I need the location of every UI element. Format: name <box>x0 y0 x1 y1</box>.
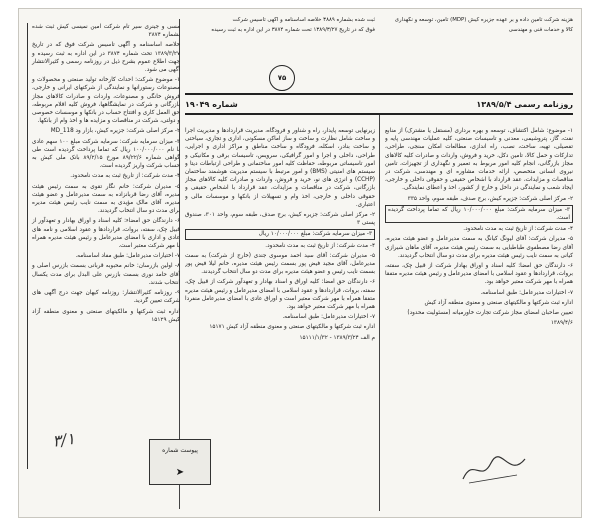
top-right-line: کالا و خدمات فنی و مهندسی <box>508 26 573 33</box>
paragraph: ۷- اختیارات مدیرعامل: طبق اساسنامه. <box>282 314 375 321</box>
handwritten-note: ۳/۱ <box>51 428 77 451</box>
paragraph: زیرنهایی توسعه پایدار، راه و شناور و فرودگاه، مدیریت قراردادها و مدیریت اجرا و ساخت شامل نظارت و ساخت و ساز اماکن مسکونی، اداری و تجاری، سیاحتی و ساخت بنادر، اسکله، فرودگاه و ساخت مناطق و مراکز اداری و اجرایی، طراحی، داخلی و اجرا و امور گرافیکی، سرویس، تاسیسات برقی و مکانیکی و امور تاسیساتی مربوطه، حفاظت کلیه امور ساختمانی و طراحی ارتباطات دیتا و سیستم های امنیتی (BMS) و امور مرتبط با سیستم مدیریت هوشمند ساختمان (CCHP) و انرژی های نو، خرید و فروش، واردات و صادرات کلیه کالاهای مجاز بازرگانی، شرکت در مناقصات و مزایدات، عقد قرارداد با اشخاص حقیقی و حقوقی داخلی و خارجی، اخذ وام و تسهیلات از بانکها و موسسات مالی و اعتباری. <box>185 128 375 208</box>
arrow-right-icon: ➤ <box>175 466 185 478</box>
gazette-header <box>185 93 573 115</box>
paragraph: اداره ثبت شرکتها و مالکیتهای صنعتی و معنوی منطقه آزاد کیش ۱۵۱۷۱ <box>209 324 375 331</box>
top-mid-snippet <box>185 17 375 57</box>
paragraph: ۱۳۸۹/۴/۶ <box>550 320 573 327</box>
top-right-line: هزینه شرکت تامین داده و بر عهده جزیره کیش (MDP) تامین، توسعه و نگهداری <box>394 17 573 23</box>
paragraph: ۵- مدیران شرکت: خانم نگار تقوی به سمت رئیس هیئت مدیره، آقای رضا قربانزاده به سمت مدیرعامل و عضو هیئت مدیره، آقای مالک مؤیدی به سمت نایب رئیس هیئت مدیره برای مدت دو سال انتخاب گردیدند. <box>32 183 180 215</box>
attachment-stamp <box>149 439 211 485</box>
paragraph: ۳- میزان سرمایه شرکت: مبلغ ۱۰/۰۰۰/۰۰۰ ریال که تماما پرداخت گردیده است. <box>385 205 573 223</box>
page-number: ۷۵ <box>277 74 287 82</box>
paragraph: تعیین صاحبان امضای مجاز شرکت تجارت خاورمیانه (مسئولیت محدود) <box>407 310 573 317</box>
gazette-title: روزنامه رسمی ۱۳۸۹/۵/۴ <box>476 99 573 109</box>
top-mid-line: ثبت شده بشماره ۳۸۸۹ خلاصه اساسنامه و آگهی تاسیس شرکت <box>232 17 375 23</box>
paragraph: ۲- مرکز اصلی شرکت: جزیره کیش، برج صدف، طبقه سوم، واحد ۳۰۱، صندوق پستی ۳ <box>185 212 375 227</box>
top-right-snippet <box>385 17 573 57</box>
paragraph: ۴- مدت شرکت: از تاریخ ثبت به مدت نامحدود. <box>265 242 375 249</box>
paragraph: ۶- دارندگان حق امضاء: کلیه اسناد و اوراق بهادار و تعهدآور از قبیل چک، سفته، بروات، قراردادها و عقود اسلامی و نامه های عادی و اداری با امضای مدیرعامل و رئیس هیئت مدیره همراه با مهر شرکت معتبر است. <box>32 218 180 250</box>
column-divider-right <box>379 115 380 511</box>
paragraph: ۵- مدیران شرکت: آقای لیونگ کیانگ به سمت مدیرعامل و عضو هیئت مدیره، آقای رضا مصطفوی طباطبایی به سمت رئیس هیئت مدیره، آقای ماهان شیرازی کیانی به سمت نایب رئیس هیئت مدیره برای مدت دو سال انتخاب گردیدند. <box>385 236 573 259</box>
paragraph: ۶- دارندگان حق امضا: کلیه اوراق و اسناد بهادار و تعهدآور شرکت از قبیل چک، سفته، بروات، قراردادها و عقود اسلامی با امضای مدیرعامل و رئیس هیئت مدیره متفقا همراه با مهر شرکت معتبر است و اوراق عادی با امضای مدیرعامل منفردا همراه با مهر شرکت معتبر خواهد بود. <box>185 279 375 311</box>
paragraph: خلاصه اساسنامه و آگهی تاسیس شرکت فوق که در تاریخ ۱۳۸۹/۳/۲۷ تحت شماره ۳۸۷۴ در این اداره به ثبت رسیده و جهت اطلاع عموم بشرح ذیل در روزنامه رسمی و کثیرالانتشار آگهی می شود. <box>32 42 180 74</box>
top-mid-line: فوق که در تاریخ ۱۳۸۹/۳/۲۷ تحت شماره ۳۸۷۴ در این اداره به ثبت رسیده <box>211 26 375 33</box>
paragraph: ۴- مدت شرکت: از تاریخ ثبت به مدت نامحدود. <box>70 173 180 180</box>
middle-column <box>185 127 375 507</box>
issue-number: شماره ۱۹۰۴۹ <box>185 99 238 109</box>
paragraph: اداره ثبت شرکتها و مالکیتهای صنعتی و معنوی منطقه آزاد کیش <box>424 299 573 306</box>
paragraph: ۱- موضوع شرکت: احداث کارخانه تولید صنعتی و محصولات و مصنوعات رستورانها و نمایندگی از شرکتهای ایرانی و خارجی، فروش خانگی و مصنوعات، واردات و صادرات کالاهای مجاز بازرگانی و شرکت در نمایشگاهها، فروش کلیه اقلام مربوطه، حق العمل کاری و افتتاح حساب در بانکها و موسسات خصوصی و دولتی، شرکت در مناقصات و مزایده ها و اخذ وام از بانکها. <box>32 77 180 125</box>
paragraph: ۹- روزنامه کثیرالانتشار: روزنامه کیهان جهت درج آگهی های شرکت تعیین گردید. <box>32 290 180 305</box>
official-emblem-icon <box>269 65 295 91</box>
paragraph: ۱- موضوع: شامل اکتشاف، توسعه و بهره برداری (مستقل یا مشترک) از منابع نفت، گاز، پتروشیمی، معدنی و تاسیسات صنعتی، کلیه عملیات مهندسی پایه و تفصیلی، تهیه، ساخت، نصب، راه اندازی، مطالعات امکان سنجی، طراحی، تدارکات و حمل کالا، تامین دکل، خرید و فروش، واردات و صادرات کلیه کالاهای مجاز بازرگانی، انجام کلیه امور مربوط به تعمیر و نگهداری از تجهیزات، تامین نیروی انسانی متخصص، ارائه خدمات مشاوره ای و مهندسی، شرکت در مناقصات و مزایدات، عقد قرارداد با اشخاص حقیقی و حقوقی داخلی و خارجی، ایجاد شعب و نمایندگی در داخل و خارج از کشور، اخذ و اعطای نمایندگی. <box>385 128 573 192</box>
paragraph: م الف ۱۳۸۹/۳/۲۴ - ۱۵۱۱۱/۱/۳۲ <box>299 334 375 341</box>
paragraph: ۵- مدیران شرکت: آقای سید احمد موسوی جندی (خارج از شرکت) به سمت مدیرعامل، آقای مجید فیض پور بسمت رئیس هیئت مدیره، خانم لیلا فیض پور بسمت نایب رئیس و عضو هیئت مدیره برای مدت دو سال انتخاب گردیدند. <box>185 252 375 276</box>
paragraph: ۳- میزان سرمایه شرکت: سرمایه شرکت مبلغ ۱۰۰ سهم عادی با نام ۱۰۰/۰۰۰/۰۰۰ ریال که تماما پرداخت گردیده است طی گواهی شماره ۸۹/۲۲/۶ مورخ ۸۹/۲/۱۵ بانک ملی کیش به حساب شرکت واریز گردیده است. <box>32 138 180 170</box>
gazette-page <box>18 8 582 518</box>
paragraph: ۸- اولین بازرسان: خانم محبوبه قربانی بسمت بازرس اصلی و آقای حامد نوری بسمت بازرس علی البدل برای مدت یکسال انتخاب شدند. <box>32 263 180 286</box>
paragraph: ۲- مرکز اصلی شرکت: جزیره کیش، برج صدف، طبقه سوم، واحد ۳۳۵ <box>407 195 573 202</box>
paragraph: ۷- اختیارات مدیرعامل: طبق اساسنامه. <box>480 289 573 296</box>
left-column <box>27 23 180 469</box>
paragraph: اداره ثبت شرکتها و مالکیتهای صنعتی و معنوی منطقه آزاد کیش ۱۵۱۲۹ <box>32 308 180 323</box>
stamp-label: پیوست شماره <box>162 446 198 454</box>
paragraph: ۲- مرکز اصلی شرکت: جزیره کیش، بازار ود MD_118 <box>50 128 180 135</box>
paragraph: ۷- اختیارات مدیرعامل: طبق مفاد اساسنامه. <box>75 253 180 260</box>
signature-scribble <box>459 449 529 489</box>
paragraph: ۶- دارندگان حق امضا: کلیه اسناد و اوراق بهادار شرکت از قبیل چک، سفته، بروات، قراردادها و عقود اسلامی با امضای مدیرعامل و رئیس هیئت مدیره متفقا همراه با مهر شرکت معتبر خواهد بود. <box>385 263 573 286</box>
paragraph: ۴- مدت شرکت: از تاریخ ثبت به مدت نامحدود. <box>463 226 573 233</box>
paragraph: ۳- میزان سرمایه شرکت: مبلغ ۱۰/۰۰۰/۰۰۰ ریال <box>185 229 375 239</box>
paragraph: مسی و جینری سیر تام شرکت امین نمیسی کیش ثبت شده بشماره ۳۸۷۴ <box>32 24 180 39</box>
